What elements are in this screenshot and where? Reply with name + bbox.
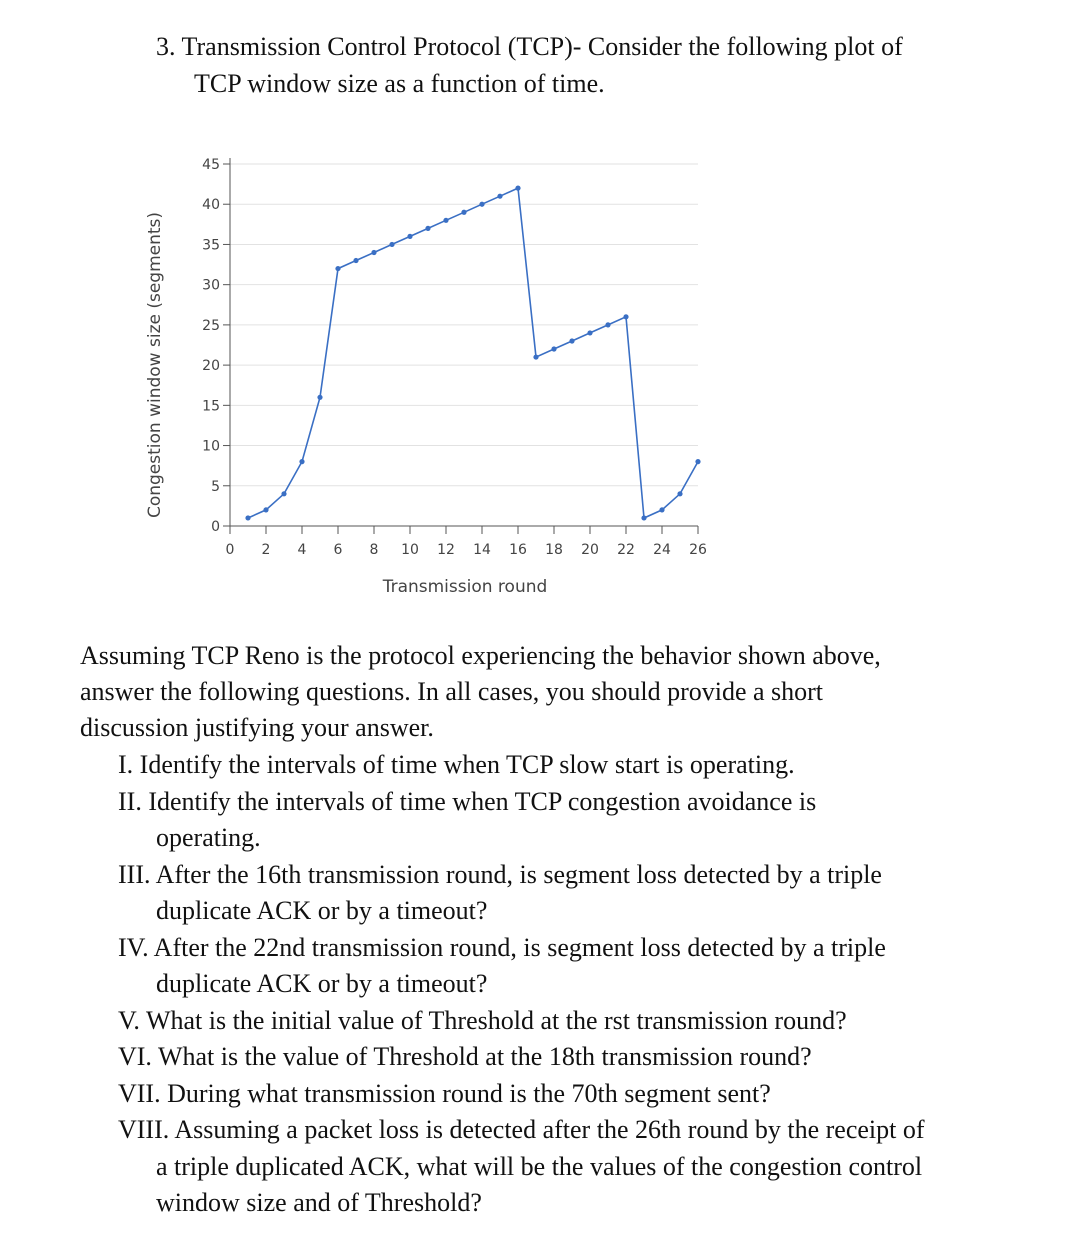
question-list (118, 747, 1018, 1222)
x-tick-label: 26 (689, 542, 707, 558)
data-point (443, 218, 448, 223)
y-axis-label: Congestion window size (segments) (145, 211, 165, 519)
question-text: What is the value of Threshold at the 18th transmission round? (157, 1042, 812, 1071)
y-tick-label: 10 (202, 438, 220, 455)
y-tick-label: 45 (202, 157, 220, 173)
question-number: V. (118, 1005, 140, 1035)
question-text: Assuming a packet loss is detected after the 26th round by the receipt of (174, 1115, 925, 1144)
data-point (461, 210, 466, 215)
data-point (497, 194, 502, 199)
question-text-continued: a triple duplicated ACK, what will be the values of the congestion control (156, 1151, 923, 1181)
data-point (263, 507, 268, 512)
question-number: VIII. (118, 1115, 170, 1144)
data-point (425, 226, 430, 231)
question-text-continued: operating. (156, 823, 261, 852)
question-item (118, 1039, 1018, 1076)
data-point (695, 459, 700, 464)
y-tick-label: 40 (202, 197, 220, 214)
x-tick-label: 12 (437, 542, 455, 558)
x-tick-label: 6 (333, 542, 343, 558)
question-item (118, 747, 1018, 784)
question-heading (156, 28, 1036, 102)
x-tick-label: 8 (369, 542, 379, 558)
y-tick-label: 30 (202, 277, 220, 294)
x-tick-label: 14 (473, 542, 491, 558)
data-point (335, 266, 340, 271)
intro-line-3: discussion justifying your answer. (80, 713, 434, 742)
data-point (641, 515, 646, 520)
y-tick-label: 5 (211, 478, 220, 495)
x-tick-label: 20 (581, 542, 599, 558)
question-item (118, 1003, 1018, 1040)
data-point (677, 491, 682, 496)
data-point (623, 314, 628, 319)
question-item (118, 784, 1018, 857)
data-point (551, 346, 556, 351)
data-point (317, 395, 322, 400)
data-point (389, 242, 394, 247)
intro-line-1: Assuming TCP Reno is the protocol experiencing the behavior shown above, (80, 641, 881, 670)
cwnd-chart (130, 140, 730, 610)
data-point (245, 515, 250, 520)
data-point (371, 250, 376, 255)
question-text-continued: duplicate ACK or by a timeout? (156, 896, 488, 925)
x-tick-label: 0 (225, 542, 235, 558)
question-heading-line-1: 3. Transmission Control Protocol (TCP)- Consider the following plot of (156, 32, 903, 61)
question-number: II. (118, 786, 142, 816)
question-number: IV. (118, 932, 149, 962)
question-number: VII. (118, 1078, 161, 1108)
data-point (281, 491, 286, 496)
series-line (248, 188, 698, 518)
data-point (407, 234, 412, 239)
question-text-continued: window size and of Threshold? (156, 1188, 482, 1217)
x-tick-label: 2 (261, 542, 271, 558)
x-tick-label: 24 (653, 542, 671, 558)
data-point (587, 330, 592, 335)
question-number: III. (118, 859, 151, 889)
data-point (299, 459, 304, 464)
chart-series (245, 186, 700, 521)
question-item (118, 1076, 1018, 1113)
question-item (118, 857, 1018, 930)
question-text: After the 16th transmission round, is segment loss detected by a triple (155, 859, 882, 889)
data-point (479, 202, 484, 207)
x-tick-label: 22 (617, 542, 635, 558)
y-tick-label: 25 (202, 317, 220, 334)
y-tick-label: 15 (202, 398, 220, 415)
question-number: VI. (118, 1042, 152, 1071)
y-tick-label: 35 (202, 237, 220, 254)
question-item (118, 930, 1018, 1003)
y-tick-label: 20 (202, 358, 220, 375)
data-point (569, 338, 574, 343)
question-text: Identify the intervals of time when TCP congestion avoidance is (148, 786, 817, 816)
x-tick-label: 4 (297, 542, 307, 558)
question-text-continued: duplicate ACK or by a timeout? (156, 969, 488, 998)
question-text: During what transmission round is the 70th segment sent? (167, 1078, 771, 1108)
question-text: Identify the intervals of time when TCP slow start is operating. (139, 750, 795, 779)
data-point (515, 186, 520, 191)
question-text: What is the initial value of Threshold at the rst transmission round? (145, 1005, 847, 1035)
x-axis-label: Transmission round (382, 577, 548, 597)
question-item (118, 1112, 1018, 1222)
question-heading-line-2: TCP window size as a function of time. (194, 69, 605, 98)
intro-paragraph (80, 638, 1020, 746)
question-number: I. (118, 750, 134, 779)
question-text: After the 22nd transmission round, is segment loss detected by a triple (153, 932, 886, 962)
intro-line-2: answer the following questions. In all cases, you should provide a short (80, 677, 824, 706)
data-point (353, 258, 358, 263)
x-tick-label: 16 (509, 542, 527, 558)
data-point (659, 507, 664, 512)
data-point (605, 322, 610, 327)
x-tick-label: 10 (401, 542, 419, 558)
x-tick-label: 18 (545, 542, 563, 558)
y-tick-label: 0 (211, 519, 220, 535)
data-point (533, 354, 538, 359)
